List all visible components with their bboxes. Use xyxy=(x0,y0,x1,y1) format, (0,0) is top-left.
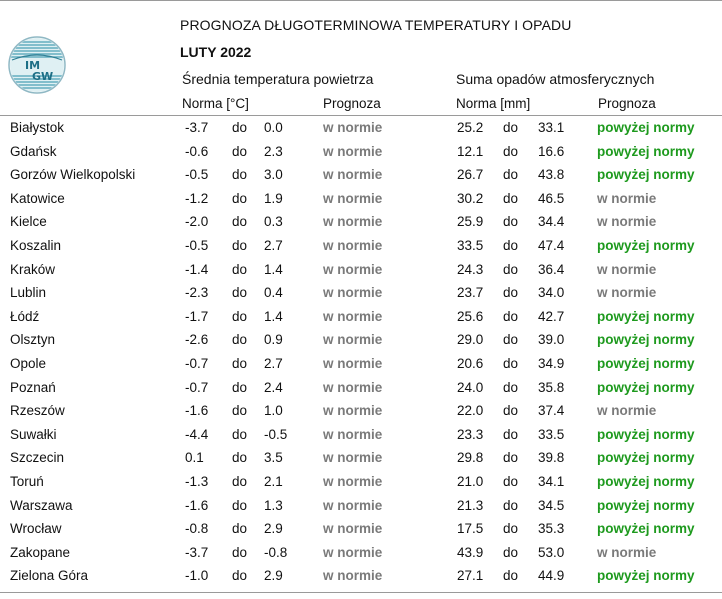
precip-norm-min: 12.1 xyxy=(457,143,484,159)
temp-norm-max: -0.8 xyxy=(264,544,288,560)
precip-norm-min: 29.8 xyxy=(457,450,484,466)
temp-norm-min: -1.6 xyxy=(185,403,209,419)
table-row xyxy=(0,211,722,235)
temp-range-separator: do xyxy=(232,167,248,183)
precip-norm-max: 34.9 xyxy=(538,355,565,371)
precip-norm-max: 34.0 xyxy=(538,285,565,301)
precip-range-separator: do xyxy=(503,332,519,348)
precip-forecast: powyżej normy xyxy=(597,167,695,183)
temp-range-separator: do xyxy=(232,450,248,466)
temp-norm-max: 2.9 xyxy=(264,568,283,584)
precip-norm-min: 21.3 xyxy=(457,497,484,513)
table-row xyxy=(0,542,722,566)
city-name: Warszawa xyxy=(10,497,73,513)
precip-norm-min: 25.9 xyxy=(457,214,484,230)
temp-forecast: w normie xyxy=(323,497,383,513)
temp-range-separator: do xyxy=(232,190,248,206)
table-row xyxy=(0,282,722,306)
table-row xyxy=(0,447,722,471)
temp-forecast: w normie xyxy=(323,237,383,253)
city-name: Olsztyn xyxy=(10,332,56,348)
temp-norm-max: 2.1 xyxy=(264,473,283,489)
precip-norm-max: 37.4 xyxy=(538,403,565,419)
temp-forecast: w normie xyxy=(323,403,383,419)
temp-forecast: w normie xyxy=(323,143,383,159)
precip-forecast: powyżej normy xyxy=(597,143,695,159)
precip-range-separator: do xyxy=(503,190,519,206)
temp-forecast: w normie xyxy=(323,568,383,584)
precip-forecast: powyżej normy xyxy=(597,379,695,395)
forecast-table xyxy=(0,117,722,589)
city-name: Zielona Góra xyxy=(10,568,89,584)
temperature-section-heading: Średnia temperatura powietrza xyxy=(182,71,374,87)
temp-forecast: w normie xyxy=(323,426,383,442)
precip-norm-min: 24.0 xyxy=(457,379,484,395)
precip-forecast-header: Prognoza xyxy=(598,96,656,111)
precip-norm-min: 33.5 xyxy=(457,237,484,253)
table-row xyxy=(0,329,722,353)
precip-range-separator: do xyxy=(503,237,519,253)
temp-norm-max: 1.4 xyxy=(264,308,283,324)
temp-range-separator: do xyxy=(232,568,248,584)
precip-range-separator: do xyxy=(503,355,519,371)
city-name: Opole xyxy=(10,355,47,371)
city-name: Białystok xyxy=(10,120,65,135)
temp-norm-min: -0.5 xyxy=(185,167,209,183)
precip-norm-max: 35.3 xyxy=(538,521,565,537)
table-row xyxy=(0,565,722,589)
precip-forecast: w normie xyxy=(597,544,657,560)
precip-range-separator: do xyxy=(503,308,519,324)
precipitation-section-heading: Suma opadów atmosferycznych xyxy=(456,71,655,87)
precip-norm-min: 22.0 xyxy=(457,403,484,419)
precip-norm-min: 20.6 xyxy=(457,355,484,371)
temp-range-separator: do xyxy=(232,261,248,277)
temp-norm-max: 0.0 xyxy=(264,120,283,135)
header-divider xyxy=(0,115,722,116)
temp-norm-max: 0.3 xyxy=(264,214,283,230)
city-name: Kielce xyxy=(10,214,47,230)
temp-range-separator: do xyxy=(232,285,248,301)
precip-norm-max: 39.8 xyxy=(538,450,565,466)
table-row xyxy=(0,164,722,188)
precip-norm-max: 42.7 xyxy=(538,308,565,324)
temp-norm-min: -1.2 xyxy=(185,190,209,206)
temp-range-separator: do xyxy=(232,308,248,324)
precip-range-separator: do xyxy=(503,403,519,419)
temp-range-separator: do xyxy=(232,143,248,159)
temp-norm-min: -0.6 xyxy=(185,143,209,159)
temp-forecast: w normie xyxy=(323,450,383,466)
precip-range-separator: do xyxy=(503,568,519,584)
precip-range-separator: do xyxy=(503,167,519,183)
table-row xyxy=(0,495,722,519)
temp-norm-min: -1.3 xyxy=(185,473,209,489)
city-name: Gorzów Wielkopolski xyxy=(10,167,136,183)
document-title: PROGNOZA DŁUGOTERMINOWA TEMPERATURY I OPADU xyxy=(180,17,572,33)
precip-forecast: w normie xyxy=(597,214,657,230)
temp-forecast: w normie xyxy=(323,261,383,277)
precip-forecast: w normie xyxy=(597,403,657,419)
temp-forecast: w normie xyxy=(323,332,383,348)
precip-forecast: powyżej normy xyxy=(597,237,695,253)
table-row xyxy=(0,424,722,448)
temp-norm-max: 1.4 xyxy=(264,261,283,277)
precip-range-separator: do xyxy=(503,521,519,537)
temp-range-separator: do xyxy=(232,473,248,489)
temp-norm-min: -1.6 xyxy=(185,497,209,513)
precip-norm-max: 43.8 xyxy=(538,167,565,183)
table-row xyxy=(0,377,722,401)
temp-forecast: w normie xyxy=(323,167,383,183)
temp-range-separator: do xyxy=(232,544,248,560)
precip-norm-max: 47.4 xyxy=(538,237,565,253)
precip-range-separator: do xyxy=(503,544,519,560)
document-subtitle: LUTY 2022 xyxy=(180,44,252,60)
temp-norm-min: -2.0 xyxy=(185,214,209,230)
precip-forecast: powyżej normy xyxy=(597,426,695,442)
precip-norm-max: 16.6 xyxy=(538,143,565,159)
temp-forecast: w normie xyxy=(323,521,383,537)
temp-norm-max: 1.3 xyxy=(264,497,283,513)
temp-forecast: w normie xyxy=(323,308,383,324)
precip-norm-max: 39.0 xyxy=(538,332,565,348)
precip-norm-max: 36.4 xyxy=(538,261,565,277)
precip-norm-max: 34.4 xyxy=(538,214,565,230)
city-name: Szczecin xyxy=(10,450,65,466)
temp-norm-min: -0.5 xyxy=(185,237,209,253)
precip-norm-max: 44.9 xyxy=(538,568,565,584)
precip-norm-min: 17.5 xyxy=(457,521,484,537)
temp-norm-max: 0.9 xyxy=(264,332,283,348)
table-row xyxy=(0,117,722,141)
precip-range-separator: do xyxy=(503,285,519,301)
precip-norm-max: 33.5 xyxy=(538,426,565,442)
table-row xyxy=(0,259,722,283)
precip-norm-min: 24.3 xyxy=(457,261,484,277)
precip-norm-header: Norma [mm] xyxy=(456,96,531,111)
temp-norm-max: 0.4 xyxy=(264,285,283,301)
precip-norm-min: 27.1 xyxy=(457,568,484,584)
city-name: Rzeszów xyxy=(10,403,65,419)
top-divider xyxy=(0,0,722,1)
precip-forecast: powyżej normy xyxy=(597,308,695,324)
temp-norm-min: -4.4 xyxy=(185,426,209,442)
precip-norm-max: 34.1 xyxy=(538,473,565,489)
temp-forecast: w normie xyxy=(323,120,383,135)
temp-range-separator: do xyxy=(232,332,248,348)
temp-range-separator: do xyxy=(232,403,248,419)
temp-norm-min: -0.7 xyxy=(185,355,209,371)
precip-range-separator: do xyxy=(503,214,519,230)
city-name: Kraków xyxy=(10,261,56,277)
table-row xyxy=(0,306,722,330)
precip-range-separator: do xyxy=(503,120,519,135)
precip-forecast: w normie xyxy=(597,190,657,206)
precip-range-separator: do xyxy=(503,379,519,395)
temp-norm-max: 3.0 xyxy=(264,167,283,183)
temp-range-separator: do xyxy=(232,237,248,253)
precip-range-separator: do xyxy=(503,473,519,489)
temp-norm-min: -1.0 xyxy=(185,568,209,584)
temp-norm-max: 2.7 xyxy=(264,355,283,371)
temp-norm-min: -1.7 xyxy=(185,308,209,324)
city-name: Koszalin xyxy=(10,237,62,253)
precip-norm-max: 53.0 xyxy=(538,544,565,560)
precip-range-separator: do xyxy=(503,261,519,277)
table-row xyxy=(0,518,722,542)
bottom-divider xyxy=(0,592,722,593)
temp-norm-max: -0.5 xyxy=(264,426,288,442)
logo-text-bottom: GW xyxy=(32,70,54,83)
precip-range-separator: do xyxy=(503,143,519,159)
temp-forecast: w normie xyxy=(323,473,383,489)
precip-norm-max: 46.5 xyxy=(538,190,565,206)
precip-forecast: powyżej normy xyxy=(597,355,695,371)
temp-norm-max: 2.7 xyxy=(264,237,283,253)
precip-norm-min: 25.6 xyxy=(457,308,484,324)
precip-forecast: powyżej normy xyxy=(597,497,695,513)
table-row xyxy=(0,188,722,212)
precip-forecast: powyżej normy xyxy=(597,120,695,135)
precip-norm-max: 34.5 xyxy=(538,497,565,513)
logo-text-top: IM xyxy=(25,59,41,72)
temp-norm-max: 2.3 xyxy=(264,143,283,159)
temp-norm-min: -0.8 xyxy=(185,521,209,537)
temp-norm-max: 3.5 xyxy=(264,450,283,466)
imgw-logo xyxy=(8,36,66,94)
temp-norm-min: -2.3 xyxy=(185,285,209,301)
temp-norm-min: -3.7 xyxy=(185,120,209,135)
precip-forecast: w normie xyxy=(597,285,657,301)
temp-forecast: w normie xyxy=(323,190,383,206)
city-name: Gdańsk xyxy=(10,143,57,159)
precip-norm-min: 23.3 xyxy=(457,426,484,442)
precip-forecast: powyżej normy xyxy=(597,332,695,348)
temp-norm-max: 1.9 xyxy=(264,190,283,206)
city-name: Katowice xyxy=(10,190,65,206)
precip-range-separator: do xyxy=(503,450,519,466)
table-row xyxy=(0,400,722,424)
precip-forecast: powyżej normy xyxy=(597,450,695,466)
temp-range-separator: do xyxy=(232,497,248,513)
table-row xyxy=(0,235,722,259)
precip-norm-min: 25.2 xyxy=(457,120,484,135)
precip-range-separator: do xyxy=(503,426,519,442)
temp-range-separator: do xyxy=(232,426,248,442)
city-name: Łódź xyxy=(10,308,40,324)
table-row xyxy=(0,471,722,495)
table-row xyxy=(0,141,722,165)
temp-range-separator: do xyxy=(232,120,248,135)
precip-norm-min: 29.0 xyxy=(457,332,484,348)
temp-norm-max: 2.4 xyxy=(264,379,283,395)
precip-range-separator: do xyxy=(503,497,519,513)
precip-forecast: powyżej normy xyxy=(597,473,695,489)
temp-norm-header: Norma [°C] xyxy=(182,96,249,111)
precip-forecast: powyżej normy xyxy=(597,521,695,537)
city-name: Suwałki xyxy=(10,426,57,442)
temp-range-separator: do xyxy=(232,355,248,371)
precip-norm-max: 35.8 xyxy=(538,379,565,395)
temp-norm-min: 0.1 xyxy=(185,450,204,466)
temp-norm-min: -2.6 xyxy=(185,332,209,348)
temp-forecast-header: Prognoza xyxy=(323,96,381,111)
city-name: Zakopane xyxy=(10,544,71,560)
temp-norm-max: 1.0 xyxy=(264,403,283,419)
city-name: Poznań xyxy=(10,379,56,395)
temp-range-separator: do xyxy=(232,214,248,230)
temp-forecast: w normie xyxy=(323,285,383,301)
precip-norm-min: 30.2 xyxy=(457,190,484,206)
precip-norm-max: 33.1 xyxy=(538,120,565,135)
temp-norm-min: -3.7 xyxy=(185,544,209,560)
temp-range-separator: do xyxy=(232,379,248,395)
temp-forecast: w normie xyxy=(323,214,383,230)
city-name: Toruń xyxy=(10,473,44,489)
precip-norm-min: 26.7 xyxy=(457,167,484,183)
city-name: Wrocław xyxy=(10,521,62,537)
temp-forecast: w normie xyxy=(323,379,383,395)
temp-norm-min: -0.7 xyxy=(185,379,209,395)
precip-forecast: w normie xyxy=(597,261,657,277)
precip-norm-min: 43.9 xyxy=(457,544,484,560)
precip-forecast: powyżej normy xyxy=(597,568,695,584)
temp-range-separator: do xyxy=(232,521,248,537)
temp-norm-min: -1.4 xyxy=(185,261,209,277)
temp-forecast: w normie xyxy=(323,355,383,371)
table-row xyxy=(0,353,722,377)
precip-norm-min: 21.0 xyxy=(457,473,484,489)
precip-norm-min: 23.7 xyxy=(457,285,484,301)
temp-forecast: w normie xyxy=(323,544,383,560)
city-name: Lublin xyxy=(10,285,47,301)
temp-norm-max: 2.9 xyxy=(264,521,283,537)
